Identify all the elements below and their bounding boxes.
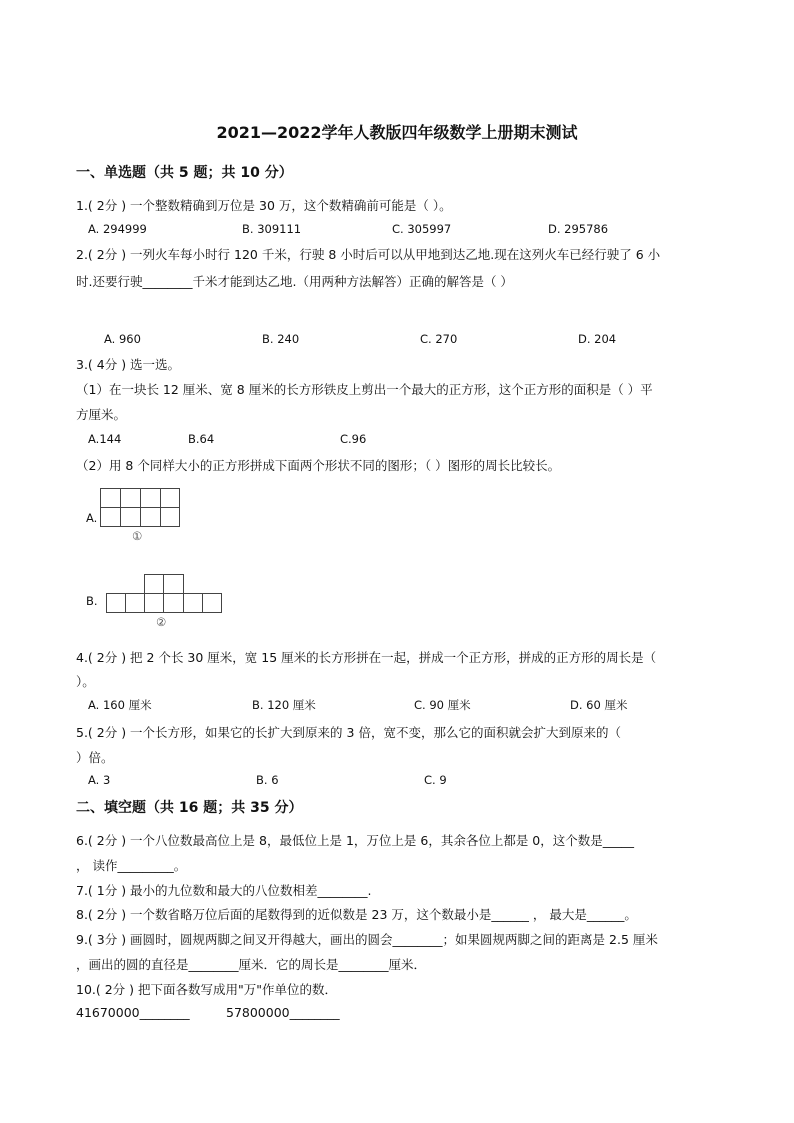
question-3-sub1-line-1: （1）在一块长 12 厘米、宽 8 厘米的长方形铁皮上剪出一个最大的正方形，这个正方形的面积是（ ）平 bbox=[76, 382, 653, 397]
q10-item-1: 41670000________ bbox=[76, 1005, 190, 1020]
q3-sub1-option-a[interactable]: A.144 bbox=[88, 432, 122, 446]
question-1-text: 1.( 2分 ) 一个整数精确到万位是 30 万，这个数精确前可能是（ ）。 bbox=[76, 198, 452, 213]
figure-b-grid bbox=[106, 574, 224, 614]
q2-option-a[interactable]: A. 960 bbox=[104, 332, 141, 346]
q10-item-2: 57800000________ bbox=[226, 1005, 340, 1020]
question-8-text: 8.( 2分 ) 一个数省略万位后面的尾数得到的近似数是 23 万，这个数最小是______ ， 最大是______。 bbox=[76, 907, 637, 922]
q1-option-b[interactable]: B. 309111 bbox=[242, 222, 302, 236]
q2-option-b[interactable]: B. 240 bbox=[262, 332, 300, 346]
q1-option-c[interactable]: C. 305997 bbox=[392, 222, 452, 236]
q5-option-a[interactable]: A. 3 bbox=[88, 773, 111, 787]
figure-a-grid bbox=[100, 488, 180, 528]
question-2-line-2: 时.还要行驶________千米才能到达乙地.（用两种方法解答）正确的解答是（ ） bbox=[76, 274, 513, 289]
question-5-line-2: ）倍。 bbox=[76, 750, 114, 765]
figure-a-label[interactable]: A. bbox=[86, 511, 98, 525]
question-10-text: 10.( 2分 ) 把下面各数写成用"万"作单位的数． bbox=[76, 982, 338, 997]
figure-b-label[interactable]: B. bbox=[86, 594, 98, 608]
question-2-line-1: 2.( 2分 ) 一列火车每小时行 120 千米，行驶 8 小时后可以从甲地到达乙地.现在这列火车已经行驶了 6 小 bbox=[76, 247, 661, 262]
question-6-line-1: 6.( 2分 ) 一个八位数最高位上是 8，最低位上是 1，万位上是 6，其余各位上都是 0，这个数是_____ bbox=[76, 833, 635, 848]
q4-option-c[interactable]: C. 90 厘米 bbox=[414, 698, 471, 712]
figure-a-mark: ① bbox=[132, 529, 143, 543]
q1-option-a[interactable]: A. 294999 bbox=[88, 222, 147, 236]
question-6-line-2: ， 读作_________。 bbox=[76, 858, 187, 873]
figure-b-mark: ② bbox=[156, 615, 167, 629]
section-heading-fill-in: 二、填空题（共 16 题；共 35 分） bbox=[76, 800, 303, 816]
q4-option-d[interactable]: D. 60 厘米 bbox=[570, 698, 628, 712]
q2-option-d[interactable]: D. 204 bbox=[578, 332, 617, 346]
page-title: 2021—2022学年人教版四年级数学上册期末测试 bbox=[216, 123, 578, 142]
q5-option-b[interactable]: B. 6 bbox=[256, 773, 279, 787]
question-9-line-1: 9.( 3分 ) 画圆时，圆规两脚之间叉开得越大，画出的圆会________；如果圆规两脚之间的距离是 2.5 厘米 bbox=[76, 932, 658, 947]
question-5-line-1: 5.( 2分 ) 一个长方形，如果它的长扩大到原来的 3 倍，宽不变，那么它的面积就会扩大到原来的（ bbox=[76, 725, 621, 740]
q3-sub1-option-c[interactable]: C.96 bbox=[340, 432, 367, 446]
q2-option-c[interactable]: C. 270 bbox=[420, 332, 458, 346]
question-4-line-1: 4.( 2分 ) 把 2 个长 30 厘米，宽 15 厘米的长方形拼在一起，拼成一个正方形，拼成的正方形的周长是（ bbox=[76, 650, 657, 665]
q4-option-a[interactable]: A. 160 厘米 bbox=[88, 698, 152, 712]
question-3-sub2-text: （2）用 8 个同样大小的正方形拼成下面两个形状不同的图形；（ ）图形的周长比较长。 bbox=[76, 458, 561, 473]
q5-option-c[interactable]: C. 9 bbox=[424, 773, 447, 787]
q4-option-b[interactable]: B. 120 厘米 bbox=[252, 698, 316, 712]
section-heading-single-choice: 一、单选题（共 5 题；共 10 分） bbox=[76, 165, 293, 181]
q3-sub1-option-b[interactable]: B.64 bbox=[188, 432, 215, 446]
question-3-text: 3.( 4分 ) 选一选。 bbox=[76, 357, 181, 372]
question-9-line-2: ，画出的圆的直径是________厘米．它的周长是________厘米． bbox=[76, 957, 427, 972]
q1-option-d[interactable]: D. 295786 bbox=[548, 222, 609, 236]
question-3-sub1-line-2: 方厘米。 bbox=[76, 407, 127, 422]
question-4-line-2: ）。 bbox=[76, 674, 95, 689]
question-7-text: 7.( 1分 ) 最小的九位数和最大的八位数相差________. bbox=[76, 883, 372, 898]
